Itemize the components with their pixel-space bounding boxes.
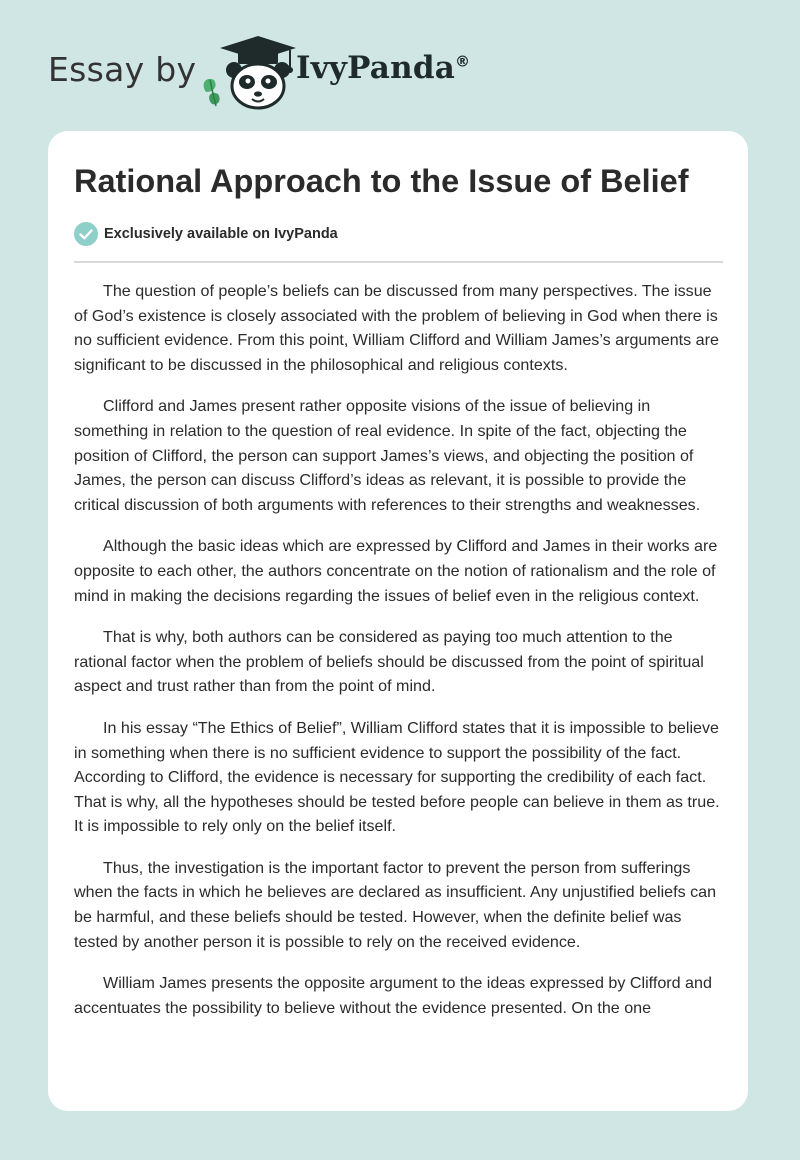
paragraph: The question of people’s beliefs can be discussed from many perspectives. The issue of God’s existence is closely associated with the problem of believing in God when there is no sufficient evidence. From this point, William Clifford and William James’s arguments are significant to be discussed in the philosophical and religious contexts. — [74, 282, 719, 374]
title-divider — [74, 261, 723, 263]
paragraph: William James presents the opposite argument to the ideas expressed by Clifford and accentuates the possibility to believe without the evidence presented. On the one — [74, 974, 712, 1017]
ivypanda-logo-icon[interactable] — [198, 34, 298, 110]
essay-body — [74, 279, 726, 1037]
exclusive-label: Exclusively available on IvyPanda — [104, 226, 338, 242]
page-title: Rational Approach to the Issue of Belief — [74, 163, 689, 199]
paragraph: Although the basic ideas which are expressed by Clifford and James in their works are opposite to each other, the authors concentrate on the notion of rationalism and the role of mind in making the decisions regarding the issues of belief even in the religious context. — [74, 537, 718, 605]
paragraph: That is why, both authors can be considered as paying too much attention to the rational factor when the problem of beliefs should be discussed from the point of spiritual aspect and trust rather than from the point of mind. — [74, 628, 704, 696]
essay-card — [48, 131, 748, 1111]
paragraph: Clifford and James present rather opposite visions of the issue of believing in something in relation to the question of real evidence. In spite of the fact, objecting the position of Clifford, the person can support James’s views, and objecting the position of James, the person can discuss Clifford’s ideas as relevant, it is possible to provide the critical discussion of both arguments with references to their strengths and weaknesses. — [74, 397, 701, 514]
exclusive-badge — [74, 222, 338, 246]
registered-mark: ® — [455, 52, 471, 71]
brand-name[interactable]: IvyPanda® — [296, 50, 471, 86]
paragraph: In his essay “The Ethics of Belief”, William Clifford states that it is impossible to believe in something when there is no sufficient evidence to support the possibility of the fact. According to Clifford, the evidence is necessary for supporting the credibility of each fact. That is why, all the hypotheses should be tested before people can believe in them as true. It is impossible to rely only on the belief itself. — [74, 718, 720, 836]
check-circle-icon — [74, 222, 98, 246]
paragraph: Thus, the investigation is the important factor to prevent the person from sufferings when the facts in which he believes are declared as insufficient. Any unjustified beliefs can be harmful, and these beliefs should be tested. However, when the definite belief was tested by another person it is possible to rely on the received evidence. — [74, 858, 717, 951]
brand-prefix: Essay by — [48, 50, 197, 89]
site-header — [48, 34, 508, 110]
